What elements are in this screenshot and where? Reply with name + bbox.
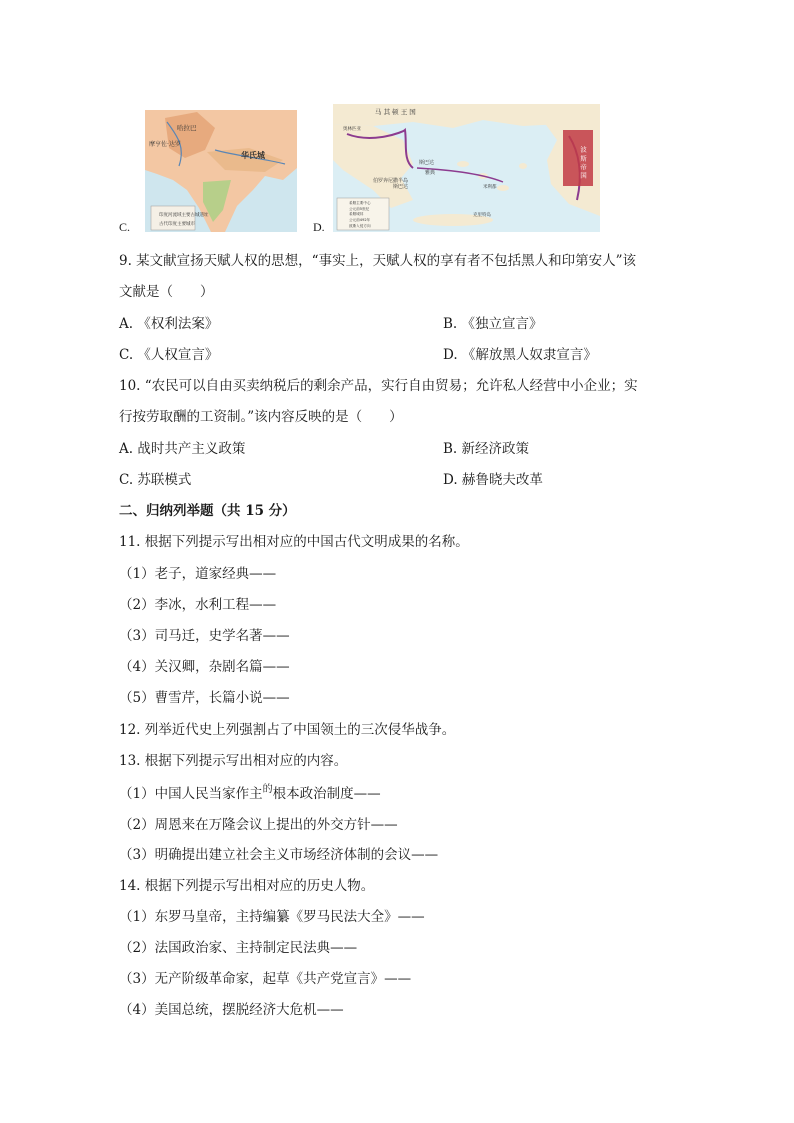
question-11-item: （2）李冰，水利工程—— <box>119 597 277 613</box>
question-14-prompt: 14. 根据下列提示写出相对应的历史人物。 <box>119 878 375 894</box>
map-d-place: 斯巴达 <box>393 184 409 190</box>
map-d-legend: 公元前492年 <box>349 218 371 222</box>
question-10-line-1: 10. “农民可以自由买卖纳税后的剩余产品，实行自由贸易；允许私人经营中小企业；实 <box>119 378 638 394</box>
question-13-superscript: 的 <box>262 784 273 795</box>
map-d-legend: 公元前5世纪 <box>349 207 370 211</box>
question-13-prompt: 13. 根据下列提示写出相对应的内容。 <box>119 753 348 769</box>
map-d-legend: 希腊主要中心 <box>349 201 371 205</box>
question-14-item: （1）东罗马皇帝，主持编纂《罗马民法大全》—— <box>119 909 425 925</box>
map-c-place: 华氏城 <box>241 151 265 160</box>
india-map-image <box>145 110 297 232</box>
question-11-item: （5）曹雪芹，长篇小说—— <box>119 690 290 706</box>
map-c-place: 哈拉巴 <box>177 124 197 132</box>
question-9-option-a: A. 《权利法案》 <box>119 316 219 332</box>
map-d-title-right: 波 斯 帝 国 <box>579 146 587 179</box>
question-9-option-b: B. 《独立宣言》 <box>443 316 543 332</box>
question-13-item: （2）周恩来在万隆会议上提出的外交方针—— <box>119 817 398 833</box>
question-13-item: （3）明确提出建立社会主义市场经济体制的会议—— <box>119 847 439 863</box>
question-9-option-c: C. 《人权宣言》 <box>119 347 219 363</box>
question-13-item-end: 根本政治制度—— <box>272 786 381 802</box>
question-9-line-1: 9. 某文献宣扬天赋人权的思想，“事实上，天赋人权的享有者不包括黑人和印第安人”该 <box>119 253 636 269</box>
question-14-item: （4）美国总统，摆脱经济大危机—— <box>119 1002 344 1018</box>
map-d-legend: 希腊城邦 <box>349 212 364 216</box>
map-d-place: 奥林匹亚 <box>343 127 361 132</box>
map-d-place: 斯巴达 <box>419 160 435 166</box>
question-10-option-b: B. 新经济政策 <box>443 441 530 457</box>
question-14-item: （2）法国政治家、主持制定民法典—— <box>119 940 358 956</box>
map-d-title: 马 其 顿 王 国 <box>375 108 416 116</box>
question-10-line-2: 行按劳取酬的工资制。”该内容反映的是（ ） <box>119 409 403 425</box>
question-9-option-d: D. 《解放黑人奴隶宣言》 <box>443 347 597 363</box>
map-c-legend: 印度河流域主要古城遗址 <box>159 213 209 218</box>
map-c-place: 摩亨佐·达罗 <box>149 141 181 148</box>
question-9-line-2: 文献是（ ） <box>119 284 214 300</box>
map-d-place: 克里特岛 <box>473 213 491 218</box>
question-11-item: （1）老子，道家经典—— <box>119 566 277 582</box>
question-10-option-a: A. 战时共产主义政策 <box>119 441 246 457</box>
question-14-item: （3）无产阶级革命家，起草《共产党宣言》—— <box>119 971 412 987</box>
option-d-label: D. <box>313 220 325 234</box>
question-13-item <box>119 782 381 802</box>
map-d-legend: 波斯入侵方向 <box>349 224 371 228</box>
greece-map-image <box>333 104 600 232</box>
option-c-label: C. <box>119 220 131 234</box>
question-11-item: （4）关汉卿，杂剧名篇—— <box>119 659 290 675</box>
section-heading: 二、归纳列举题（共 15 分） <box>119 503 296 519</box>
map-d-place: 伯罗奔尼撒半岛 <box>373 178 409 184</box>
map-d-place: 雅典 <box>425 170 436 176</box>
question-10-option-d: D. 赫鲁晓夫改革 <box>443 472 543 488</box>
question-10-option-c: C. 苏联模式 <box>119 472 192 488</box>
question-13-item-start: （1）中国人民当家作主 <box>119 786 263 802</box>
question-11-prompt: 11. 根据下列提示写出相对应的中国古代文明成果的名称。 <box>119 534 469 550</box>
question-11-item: （3）司马迁，史学名著—— <box>119 628 290 644</box>
map-c-legend: 古代印度主要城市 <box>159 222 195 227</box>
map-d-place: 米利都 <box>483 185 497 190</box>
question-12-prompt: 12. 列举近代史上列强割占了中国领土的三次侵华战争。 <box>119 722 456 738</box>
